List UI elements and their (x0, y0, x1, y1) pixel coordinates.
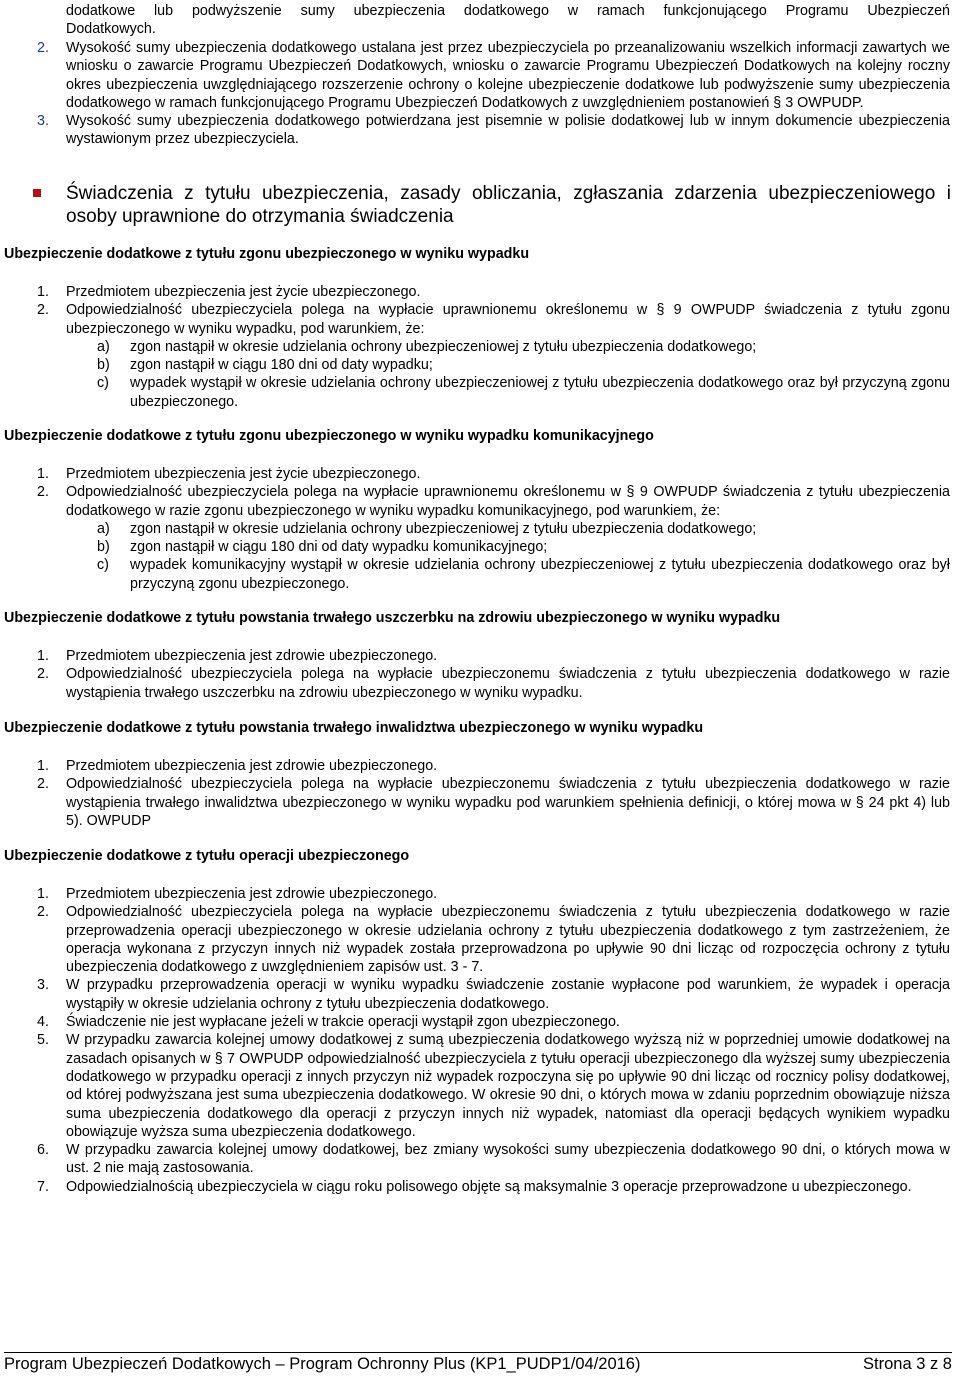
item-number: 2. (37, 904, 49, 921)
list-item (0, 1141, 960, 1178)
top-list (0, 39, 960, 149)
list-item (0, 757, 960, 775)
sub-item-letter: b) (97, 539, 110, 556)
section-list (0, 647, 960, 702)
list-item (0, 665, 960, 702)
continuation-line-2: Dodatkowych. (66, 21, 156, 38)
sub-item (0, 556, 960, 593)
list-item (0, 775, 960, 830)
item-text: Odpowiedzialność ubezpieczyciela polega na wypłacie uprawnionemu określonemu w § 9 OWPUDP świadczenia z tytułu ubezpieczenia dodatkowego w razie zgonu ubezpieczonego w wyniku wypadku komunikacyjnego, pod warunkiem, że: (66, 484, 950, 519)
sub-item-text: wypadek wystąpił w okresie udzielania ochrony ubezpieczeniowej z tytułu ubezpieczenia dodatkowego oraz był przyczyną zgonu ubezpieczonego. (130, 375, 950, 410)
item-text: W przypadku przeprowadzenia operacji w wyniku wypadku świadczenie zostanie wypłacone pod warunkiem, że wypadek i operacja wystąpiły w okresie udzielania ochrony z tytułu ubezpieczenia dodatkowego. (66, 977, 950, 1012)
item-number: 2. (37, 484, 49, 501)
sub-item (0, 338, 960, 356)
section-title: Ubezpieczenie dodatkowe z tytułu zgonu ubezpieczonego w wyniku wypadku komunikacyjnego (4, 428, 654, 444)
sub-item-text: zgon nastąpił w ciągu 180 dni od daty wypadku komunikacyjnego; (130, 539, 548, 556)
footer-divider (4, 1352, 952, 1353)
list-item (0, 1031, 960, 1141)
item-number: 5. (37, 1032, 49, 1049)
list-item (0, 647, 960, 665)
item-text: Przedmiotem ubezpieczenia jest zdrowie ubezpieczonego. (66, 648, 438, 664)
item-number: 2. (37, 40, 49, 56)
section-list (0, 465, 960, 593)
item-text: Odpowiedzialność ubezpieczyciela polega na wypłacie uprawnionemu określonemu w § 9 OWPUDP świadczenia z tytułu zgonu ubezpieczonego w wyniku wypadku, pod warunkiem, że: (66, 302, 950, 337)
sub-item-letter: c) (97, 557, 109, 574)
item-number: 7. (37, 1178, 49, 1195)
section-bullet-icon (33, 189, 41, 197)
item-text: Przedmiotem ubezpieczenia jest zdrowie ubezpieczonego. (66, 758, 438, 774)
item-text: Przedmiotem ubezpieczenia jest życie ubezpieczonego. (66, 466, 421, 482)
item-text: Świadczenie nie jest wypłacane jeżeli w trakcie operacji wystąpił zgon ubezpieczonego. (66, 1014, 620, 1031)
item-text: Odpowiedzialność ubezpieczyciela polega na wypłacie ubezpieczonemu świadczenia z tytułu ubezpieczenia dodatkowego w razie przeprowadzenia operacji ubezpieczonego w okresie udzielania ochrony z tytułu ubezpieczenia dodatkowego z tym zastrzeżeniem, że operacja wykonana z przyczyn innych niż wypadek została przeprowadzona po upływie 90 dni licząc od rozpoczęcia ochrony z tytułu ubezpieczenia dodatkowego z uwzględnieniem zapisów ust. 3 - 7. (66, 904, 950, 976)
continuation-paragraph (0, 2, 950, 39)
list-item (0, 885, 960, 903)
sub-item-letter: a) (97, 520, 110, 537)
item-number: 6. (37, 1142, 49, 1159)
item-number: 1. (37, 466, 49, 482)
section-title: Ubezpieczenie dodatkowe z tytułu powstania trwałego inwalidztwa ubezpieczonego w wyniku wypadku (4, 720, 704, 736)
sub-item (0, 374, 960, 411)
item-text: W przypadku zawarcia kolejnej umowy dodatkowej z sumą ubezpieczenia dodatkowego wyższą niż w poprzedniej umowie dodatkowej na zasadach opisanych w § 7 OWPUDP odpowiedzialność ubezpieczyciela z tytułu operacji ubezpieczonego dla wyższej sumy ubezpieczenia dodatkowego w przypadku operacji z innych przyczyn niż wypadek rozpoczyna się po upływie 90 dni licząc od rocznicy polisy dodatkowej, od której podwyższana jest suma ubezpieczenia dodatkowego. W okresie 90 dni, o których mowa w zdaniu poprzednim obowiązuje niższa suma ubezpieczenia dodatkowego dla operacji z przyczyn innych niż wypadek, natomiast dla operacji będących wynikiem wypadku obowiązuje wyższa suma ubezpieczenia dodatkowego. (66, 1032, 950, 1140)
item-text: Odpowiedzialność ubezpieczyciela polega na wypłacie ubezpieczonemu świadczenia z tytułu ubezpieczenia dodatkowego w razie wystąpienia trwałego uszczerbku na zdrowiu ubezpieczonego w wyniku wypadku. (66, 666, 950, 701)
list-item (0, 483, 960, 520)
footer-page-number: Strona 3 z 8 (863, 1355, 952, 1373)
item-text: Przedmiotem ubezpieczenia jest zdrowie ubezpieczonego. (66, 886, 438, 902)
item-text: Odpowiedzialność ubezpieczyciela polega na wypłacie ubezpieczonemu świadczenia z tytułu ubezpieczenia dodatkowego w razie wystąpienia trwałego inwalidztwa ubezpieczonego w wyniku wypadku pod warunkiem spełnienia definicji, o której mowa w § 24 pkt 4) lub 5). OWPUDP (66, 776, 950, 829)
item-text: Przedmiotem ubezpieczenia jest życie ubezpieczonego. (66, 284, 421, 300)
section-title: Ubezpieczenie dodatkowe z tytułu powstania trwałego uszczerbku na zdrowiu ubezpieczonego w wyniku wypadku (4, 610, 781, 626)
list-item (0, 903, 960, 976)
continuation-line-1: dodatkowe lub podwyższenie sumy ubezpieczenia dodatkowego w ramach funkcjonującego Programu Ubezpieczeń (66, 3, 950, 19)
item-number: 3. (37, 113, 49, 130)
footer-document-title: Program Ubezpieczeń Dodatkowych – Program Ochronny Plus (KP1_PUDP1/04/2016) (4, 1355, 641, 1373)
section-title: Ubezpieczenie dodatkowe z tytułu zgonu ubezpieczonego w wyniku wypadku (4, 246, 530, 262)
sub-item-text: zgon nastąpił w ciągu 180 dni od daty wypadku; (130, 357, 433, 374)
list-item (0, 1178, 960, 1196)
sub-item-text: zgon nastąpił w okresie udzielania ochrony ubezpieczeniowej z tytułu ubezpieczenia dodatkowego; (130, 520, 757, 537)
list-item (0, 39, 960, 112)
sub-item (0, 520, 960, 538)
list-item (0, 301, 960, 338)
item-text: Wysokość sumy ubezpieczenia dodatkowego ustalana jest przez ubezpieczyciela po przeanalizowaniu wszelkich informacji zawartych we wniosku o zawarcie Programu Ubezpieczeń Dodatkowych, wniosku o zawarcie Programu Ubezpieczeń Dodatkowych na kolejny roczny okres ubezpieczenia uwzględniającego rozszerzenie ochrony o kolejne ubezpieczenie dodatkowe lub podwyższenie sumy ubezpieczenia dodatkowego w ramach funkcjonującego Programu Ubezpieczeń Dodatkowych z uwzględnieniem postanowień § 3 OWPUDP. (66, 40, 950, 111)
item-number: 1. (37, 284, 49, 300)
section-list (0, 885, 960, 1196)
page-footer (4, 1355, 952, 1374)
sub-item-letter: b) (97, 357, 110, 374)
section-list (0, 283, 960, 411)
item-number: 2. (37, 666, 49, 683)
item-number: 2. (37, 302, 49, 319)
item-number: 1. (37, 758, 49, 774)
item-number: 3. (37, 977, 49, 994)
section-title: Ubezpieczenie dodatkowe z tytułu operacji ubezpieczonego (4, 848, 410, 864)
item-text: Odpowiedzialnością ubezpieczyciela w ciągu roku polisowego objęte są maksymalnie 3 operacje przeprowadzone u ubezpieczonego. (66, 1178, 912, 1195)
list-item (0, 465, 960, 483)
list-item (0, 1013, 960, 1031)
item-text: Wysokość sumy ubezpieczenia dodatkowego potwierdzana jest pisemnie w polisie dodatkowej lub w innym dokumencie ubezpieczenia wystawionym przez ubezpieczyciela. (66, 113, 950, 148)
sub-item-letter: c) (97, 375, 109, 392)
item-text: W przypadku zawarcia kolejnej umowy dodatkowej, bez zmiany wysokości sumy ubezpieczenia dodatkowego 90 dni, o których mowa w ust. 2 nie mają zastosowania. (66, 1142, 950, 1177)
sub-item (0, 538, 960, 556)
list-item (0, 112, 960, 149)
list-item (0, 976, 960, 1013)
section-list (0, 757, 960, 830)
item-number: 2. (37, 776, 49, 793)
sub-item-text: zgon nastąpił w okresie udzielania ochrony ubezpieczeniowej z tytułu ubezpieczenia dodatkowego; (130, 338, 757, 355)
sub-item (0, 356, 960, 374)
item-number: 1. (37, 648, 49, 664)
main-heading: Świadczenia z tytułu ubezpieczenia, zasady obliczania, zgłaszania zdarzenia ubezpieczeniowego i osoby uprawnione do otrzymania świadczenia (66, 183, 951, 227)
item-number: 4. (37, 1014, 49, 1031)
list-item (0, 283, 960, 301)
item-number: 1. (37, 886, 49, 902)
sub-item-letter: a) (97, 338, 110, 355)
sub-item-text: wypadek komunikacyjny wystąpił w okresie udzielania ochrony ubezpieczeniowej z tytułu ubezpieczenia dodatkowego oraz był przyczyną zgonu ubezpieczonego. (130, 557, 950, 592)
